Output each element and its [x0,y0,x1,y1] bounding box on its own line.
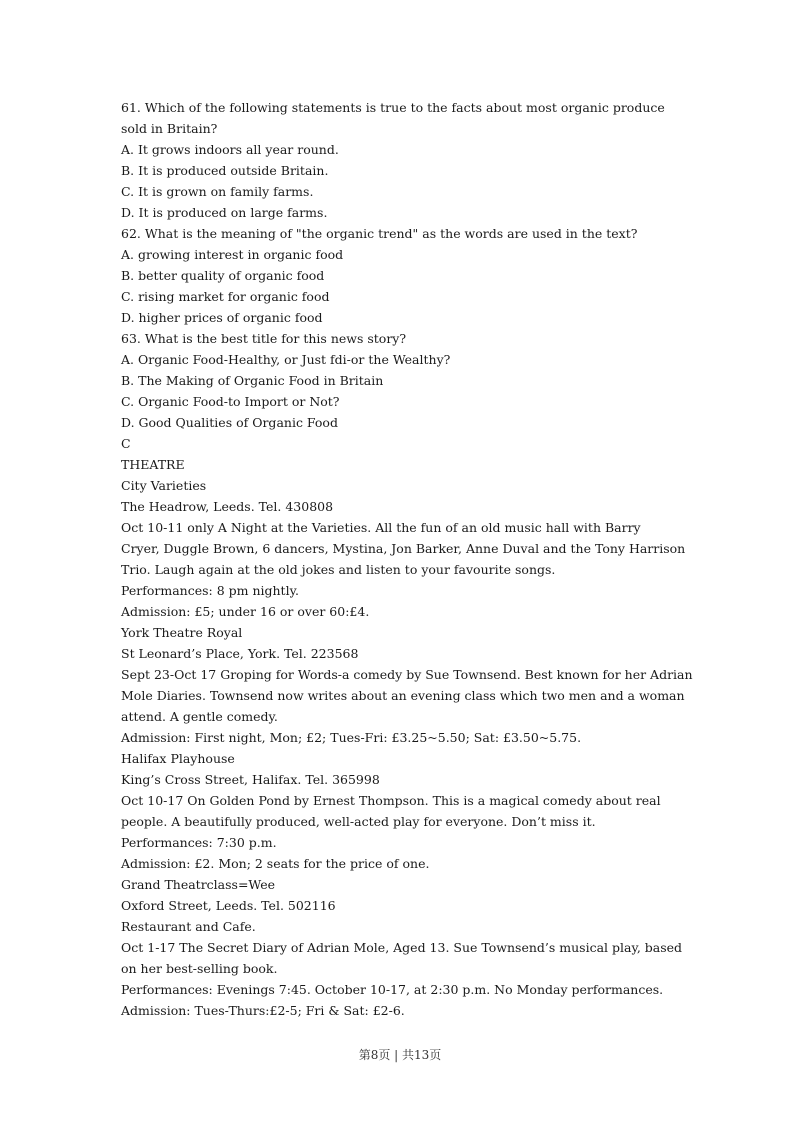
q63-option-c: C. Organic Food-to Import or Not? [121,394,340,409]
venue-name: Halifax Playhouse [121,751,235,766]
q63-option-d: D. Good Qualities of Organic Food [121,415,338,430]
page-number-footer: 第8页 | 共13页 [358,1048,442,1062]
venue-name: City Varieties [121,478,207,493]
venue-address: Oxford Street, Leeds. Tel. 502116 [121,898,336,913]
event-description: people. A beautifully produced, well-acted play for everyone. Don’t miss it. [121,814,596,829]
q62-option-b: B. better quality of organic food [121,268,325,283]
q61-option-a: A. It grows indoors all year round. [121,142,339,157]
admission-info: Admission: Tues-Thurs:£2-5; Fri & Sat: £2-6. [121,1003,405,1018]
section-letter: C [121,436,131,451]
venue-address: St Leonard’s Place, York. Tel. 223568 [121,646,359,661]
q62-option-a: A. growing interest in organic food [121,247,344,262]
event-description: Oct 10-11 only A Night at the Varieties. All the fun of an old music hall with Barry [121,520,641,535]
event-description: Oct 1-17 The Secret Diary of Adrian Mole, Aged 13. Sue Townsend’s musical play, based [121,940,683,955]
event-description: Cryer, Duggle Brown, 6 dancers, Mystina, Jon Barker, Anne Duval and the Tony Harrison [121,541,686,556]
q62-option-d: D. higher prices of organic food [121,310,323,325]
event-description: Trio. Laugh again at the old jokes and listen to your favourite songs. [121,562,556,577]
section-heading: THEATRE [121,457,185,472]
q61-option-b: B. It is produced outside Britain. [121,163,329,178]
performances-info: Performances: 7:30 p.m. [121,835,277,850]
performances-info: Performances: 8 pm nightly. [121,583,299,598]
venue-address: The Headrow, Leeds. Tel. 430808 [121,499,334,514]
event-description: Oct 10-17 On Golden Pond by Ernest Thompson. This is a magical comedy about real [121,793,661,808]
q62-option-c: C. rising market for organic food [121,289,330,304]
venue-amenities: Restaurant and Cafe. [121,919,256,934]
venue-address: King’s Cross Street, Halifax. Tel. 365998 [121,772,380,787]
admission-info: Admission: £2. Mon; 2 seats for the price of one. [121,856,430,871]
q61-stem-line2: sold in Britain? [121,121,218,136]
admission-info: Admission: £5; under 16 or over 60:£4. [121,604,370,619]
event-description: on her best-selling book. [121,961,278,976]
event-description: Sept 23-Oct 17 Groping for Words-a comedy by Sue Townsend. Best known for her Adrian [121,667,693,682]
performances-info: Performances: Evenings 7:45. October 10-17, at 2:30 p.m. No Monday performances. [121,982,664,997]
q62-stem: 62. What is the meaning of "the organic trend" as the words are used in the text? [121,226,638,241]
q63-stem: 63. What is the best title for this news story? [121,331,407,346]
q63-option-b: B. The Making of Organic Food in Britain [121,373,384,388]
q61-stem-line1: 61. Which of the following statements is true to the facts about most organic produce [121,100,665,115]
q63-option-a: A. Organic Food-Healthy, or Just fdi-or the Wealthy? [121,352,451,367]
page-content [121,97,693,1021]
venue-name: York Theatre Royal [121,625,243,640]
event-description: attend. A gentle comedy. [121,709,278,724]
q61-option-d: D. It is produced on large farms. [121,205,328,220]
q61-option-c: C. It is grown on family farms. [121,184,314,199]
venue-name: Grand Theatrclass=Wee [121,877,276,892]
event-description: Mole Diaries. Townsend now writes about an evening class which two men and a woman [121,688,685,703]
admission-info: Admission: First night, Mon; £2; Tues-Fri: £3.25~5.50; Sat: £3.50~5.75. [121,730,582,745]
